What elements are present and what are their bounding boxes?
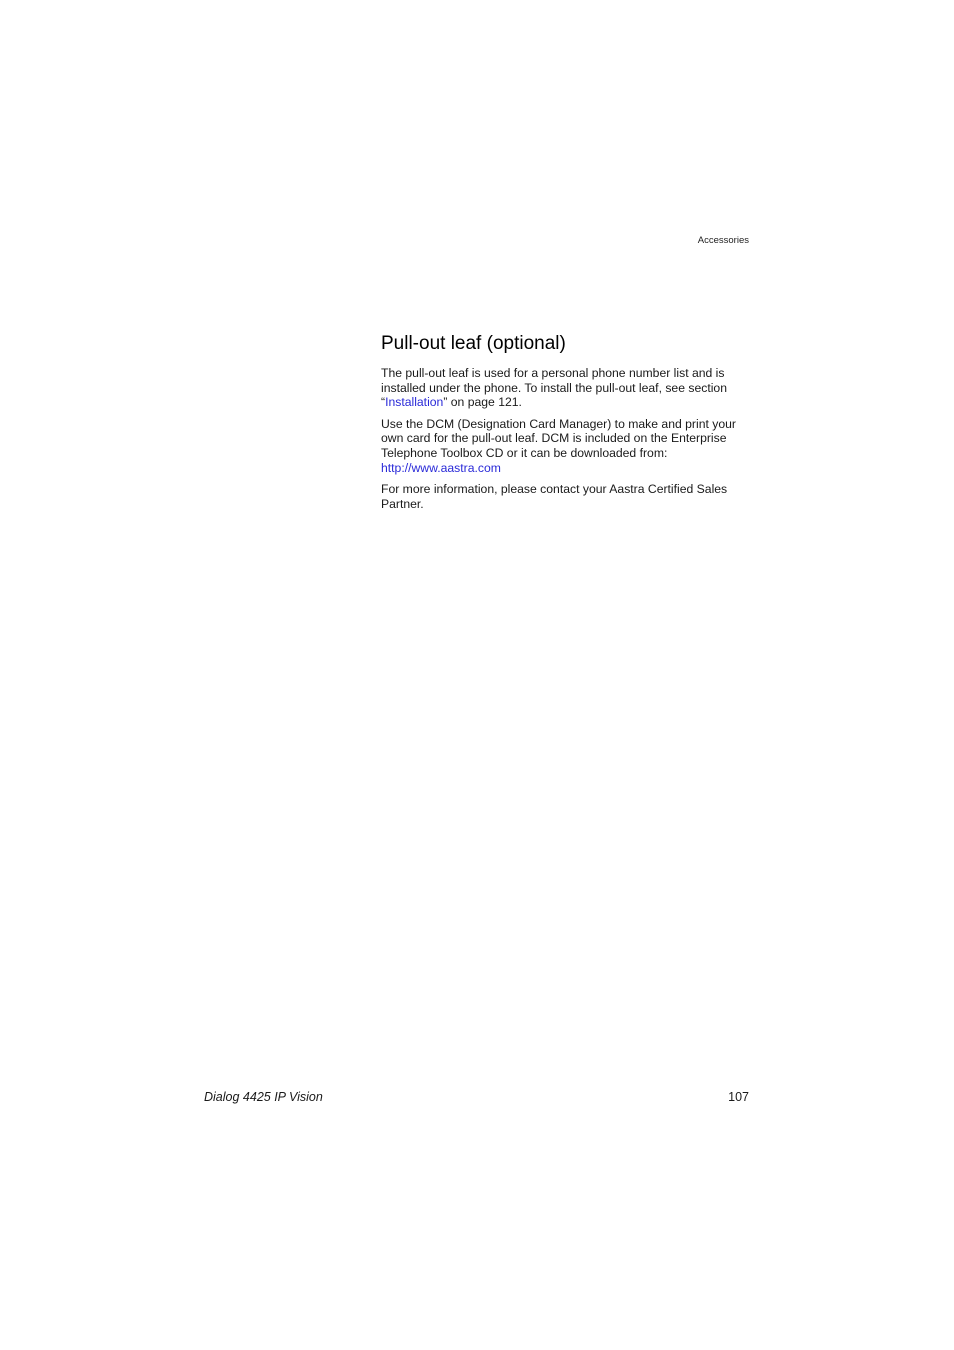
aastra-website-link[interactable]: http://www.aastra.com: [381, 460, 501, 475]
paragraph-line: Use the DCM (Designation Card Manager) to make and print your: [381, 416, 736, 431]
page-footer: [204, 1090, 749, 1104]
page-number: 107: [728, 1090, 749, 1104]
installation-link[interactable]: Installation: [385, 395, 444, 410]
paragraph-dcm: [381, 417, 749, 475]
paragraph-line: Telephone Toolbox CD or it can be downloaded from:: [381, 445, 668, 460]
page-reference: ” on page 121.: [443, 395, 522, 410]
section-title: Pull-out leaf (optional): [381, 333, 566, 354]
paragraph-line: The pull-out leaf is used for a personal phone number list and is: [381, 366, 725, 380]
main-content: [381, 332, 749, 518]
paragraph-line: For more information, please contact your Aastra Certified Sales: [381, 482, 728, 497]
running-header: Accessories: [697, 235, 749, 246]
paragraph-contact: [381, 482, 749, 511]
document-title: Dialog 4425 IP Vision: [204, 1090, 323, 1104]
open-quote: “: [381, 395, 386, 410]
paragraph-line: own card for the pull-out leaf. DCM is included on the Enterprise: [381, 431, 727, 446]
paragraph-line: Partner.: [381, 496, 424, 511]
paragraph-line: installed under the phone. To install the pull-out leaf, see section: [381, 380, 727, 395]
paragraph-intro: [381, 366, 749, 410]
